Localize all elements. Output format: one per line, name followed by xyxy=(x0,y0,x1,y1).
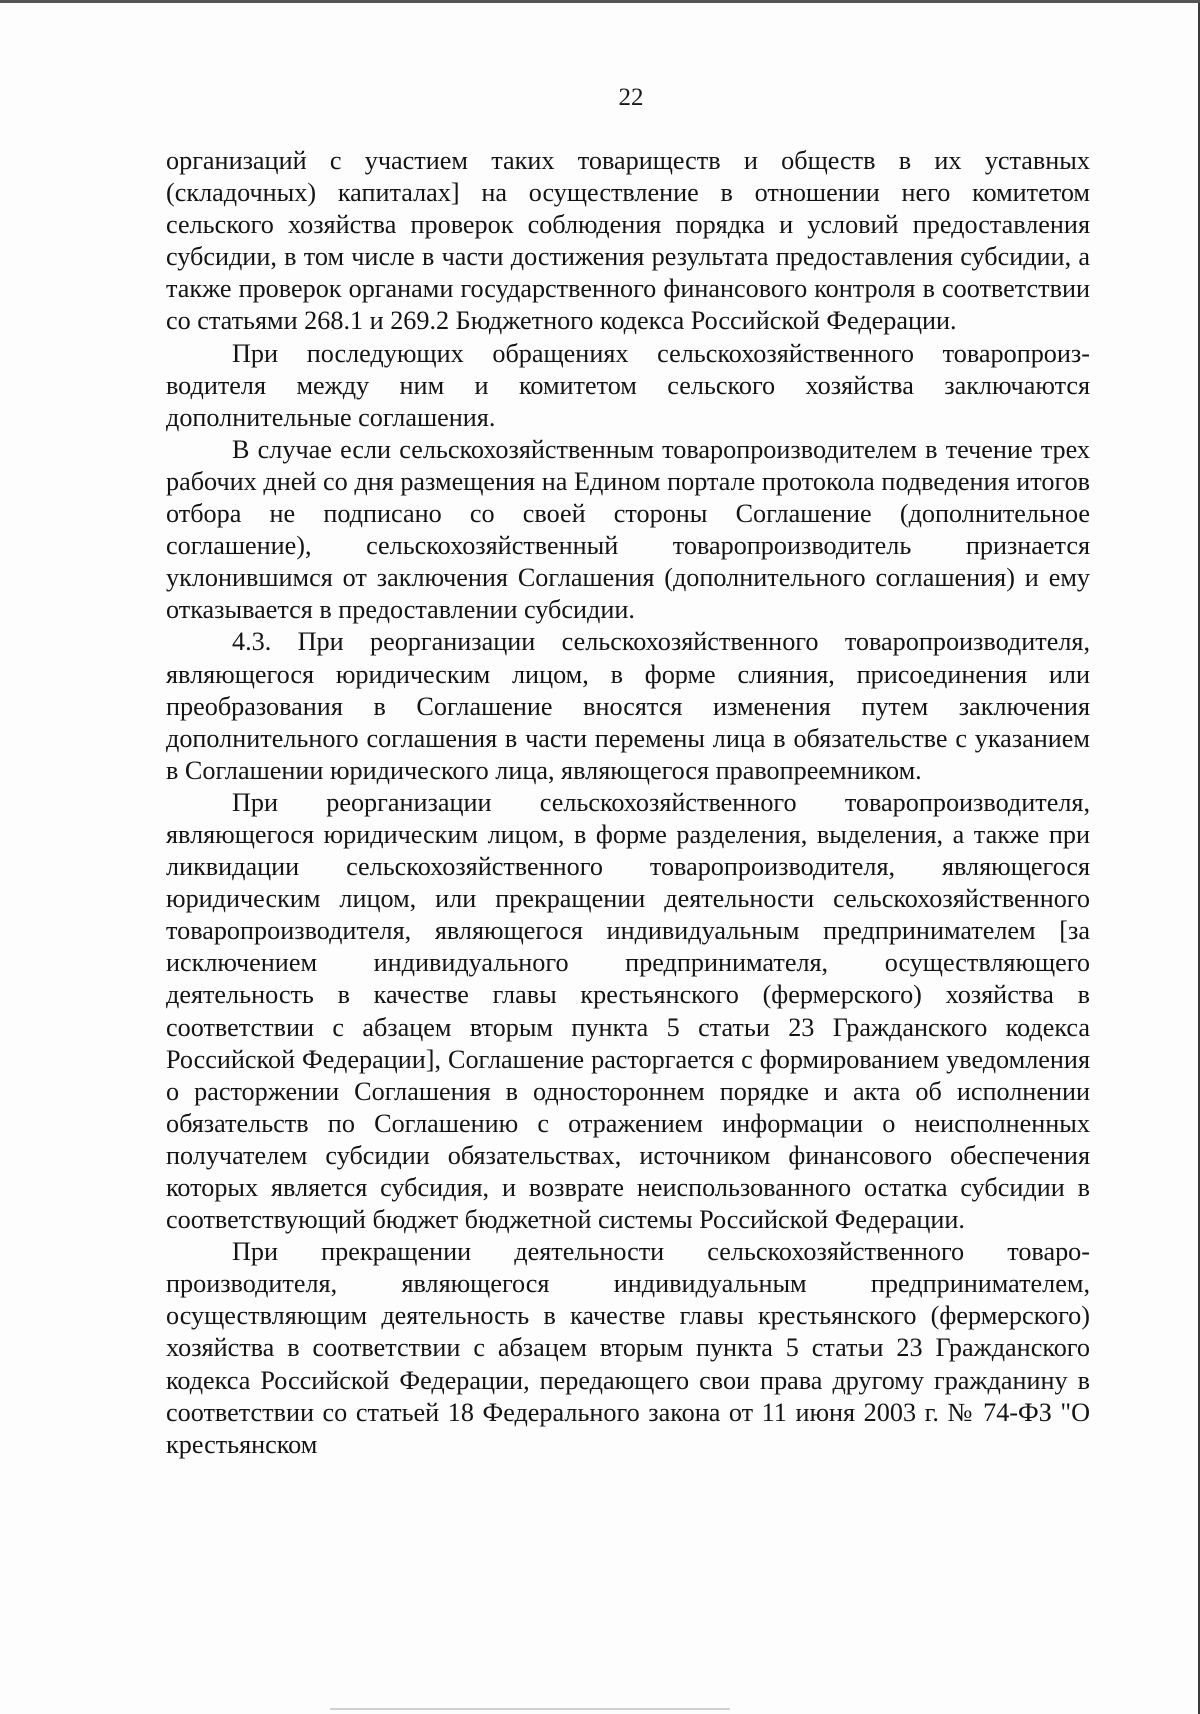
paragraph: При прекращении деятельности сельскохозяйственного товаропроизводителя, являющегося индивидуальным предпринимателем, осуществляющим деятельность в качестве главы крестьянского (фермерского) хозяйства в соответствии с абзацем вторым пункта 5 статьи 23 Гражданского кодекса Российской Федерации, передающего свои права другому гражданину в соответствии со статьей 18 Федерального закона от 11 июня 2003 г. № 74-ФЗ "О крестьянском xyxy=(166,1237,1090,1459)
page-bottom-edge xyxy=(330,1708,730,1710)
paragraph: 4.3. При реорганизации сельскохозяйственного товаропроизводителя, являющегося юридическим лицом, в форме слияния, присоединения или преобразования в Соглашение вносятся изменения путем заключения дополнительного соглашения в части перемены лица в обязательстве с указанием в Соглашении юридического лица, являющегося правопреемником. xyxy=(166,627,1090,785)
document-body xyxy=(166,145,1090,1461)
paragraph: В случае если сельскохозяйственным товаропроизводителем в течение трех рабочих дней со дня размещения на Едином портале протокола подведения итогов отбора не подписано со своей стороны Соглашение (дополнительное соглашение), сельскохозяйственный товаропроизводитель признается уклонившимся от заключения Соглашения (дополнительного соглашения) и ему отказывается в предоставлении субсидии. xyxy=(166,434,1090,625)
paragraph: При реорганизации сельскохозяйственного товаропроизводителя, являющегося юридическим лицом, в форме разделения, выделения, а также при ликвидации сельскохозяйственного товаропроизводителя, являющегося юридическим лицом, или прекращении деятельности сельскохозяйственного товаропроизводителя, являющегося индивидуальным предпринимателем [за исключением индивидуального предпринимателя, осуществляющего деятельность в качестве главы крестьянского (фермерского) хозяйства в соответствии с абзацем вторым пункта 5 статьи 23 Гражданского кодекса Российской Федерации], Соглашение расторгается с формированием уведомления о расторжении Соглашения в одностороннем порядке и акта об исполнении обязательств по Соглашению с отражением информации о неисполненных получателем субсидии обязательствах, источником финансового обеспечения которых является субсидия, и возврате неиспользованного остатка субсидии в соответствующий бюджет бюджетной системы Российской Федерации. xyxy=(166,787,1090,1235)
paragraph: При последующих обращениях сельскохозяйственного товаропроизводителя между ним и комитетом сельского хозяйства заключаются дополнительные соглашения. xyxy=(166,338,1090,432)
page-top-edge xyxy=(0,0,1200,3)
page-number: 22 xyxy=(618,84,644,111)
paragraph: организаций с участием таких товариществ и обществ в их уставных (складочных) капиталах] на осуществление в отношении него комитетом сельского хозяйства проверок соблюдения порядка и условий предоставления субсидии, в том числе в части достижения результата предоставления субсидии, а также проверок органами государственного финансового контроля в соответствии со статьями 268.1 и 269.2 Бюджетного кодекса Российской Федерации. xyxy=(166,146,1090,336)
